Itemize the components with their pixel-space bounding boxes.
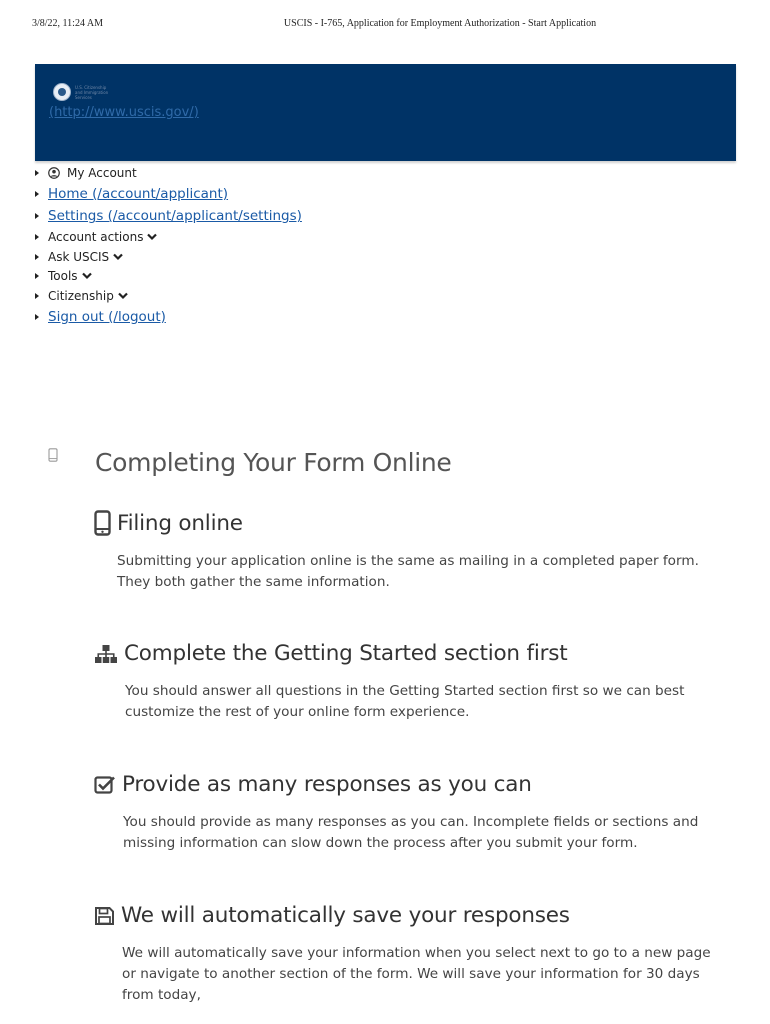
nav-tools-label: Tools — [48, 269, 78, 284]
section-heading — [94, 772, 713, 797]
nav-sign-out-link[interactable]: Sign out (/logout) — [48, 308, 166, 325]
chevron-down-icon — [82, 272, 92, 280]
section-body: Submitting your application online is the same as mailing in a completed paper form. They both gather the same information. — [117, 553, 699, 590]
nav-tools[interactable] — [34, 267, 302, 287]
nav-my-account-label: My Account — [67, 165, 137, 180]
section-auto-save — [94, 903, 712, 1006]
section-body: We will automatically save your information when you select next to go to a new page or navigate to another section of the form. We will save your information for 30 days from today, — [122, 945, 711, 1003]
section-body: You should answer all questions in the Getting Started section first so we can best customize the rest of your online form experience. — [125, 683, 685, 720]
nav-citizenship-label: Citizenship — [48, 288, 114, 303]
logo-text: U.S. Citizenship and Immigration Services — [75, 84, 109, 100]
nav-settings-link[interactable]: Settings (/account/applicant/settings) — [48, 208, 302, 225]
section-heading-text: Provide as many responses as you can — [122, 772, 532, 797]
user-circle-icon — [48, 167, 60, 179]
mobile-phone-icon — [48, 448, 58, 462]
nav-settings — [34, 205, 302, 228]
main-title-icon-wrap — [48, 448, 58, 462]
uscis-logo[interactable] — [53, 83, 108, 101]
nav-sign-out — [34, 306, 302, 329]
section-heading-text: Filing online — [117, 510, 243, 536]
site-banner — [35, 64, 736, 161]
sitemap-icon — [94, 644, 118, 664]
section-body: You should provide as many responses as you can. Incomplete fields or sections and missing information can slow down the process after you submit your form. — [123, 814, 699, 851]
section-getting-started — [94, 641, 715, 723]
nav-account-actions[interactable] — [34, 228, 302, 248]
uscis-home-link[interactable]: (http://www.uscis.gov/) — [49, 105, 199, 120]
account-nav — [34, 163, 302, 328]
nav-ask-uscis[interactable] — [34, 247, 302, 267]
page-title: Completing Your Form Online — [95, 448, 452, 477]
dhs-seal-icon — [53, 83, 71, 101]
nav-account-actions-label: Account actions — [48, 230, 144, 245]
section-heading-text: Complete the Getting Started section first — [124, 641, 568, 666]
section-heading — [94, 510, 707, 536]
section-heading — [94, 641, 715, 666]
chevron-down-icon — [147, 233, 157, 241]
floppy-disk-icon — [94, 906, 115, 926]
print-title: USCIS - I-765, Application for Employment Authorization - Start Application — [283, 18, 597, 29]
print-date: 3/8/22, 11:24 AM — [32, 18, 104, 29]
nav-my-account[interactable] — [34, 163, 302, 183]
section-heading — [94, 903, 712, 928]
nav-home-link[interactable]: Home (/account/applicant) — [48, 185, 229, 202]
nav-citizenship[interactable] — [34, 286, 302, 306]
section-provide-responses — [94, 772, 713, 854]
nav-home — [34, 183, 302, 206]
chevron-down-icon — [113, 253, 123, 261]
mobile-phone-icon — [94, 510, 111, 536]
nav-ask-uscis-label: Ask USCIS — [48, 249, 110, 264]
chevron-down-icon — [118, 292, 128, 300]
section-filing-online — [94, 510, 707, 593]
section-heading-text: We will automatically save your responses — [121, 903, 570, 928]
checkbox-check-icon — [94, 775, 116, 795]
